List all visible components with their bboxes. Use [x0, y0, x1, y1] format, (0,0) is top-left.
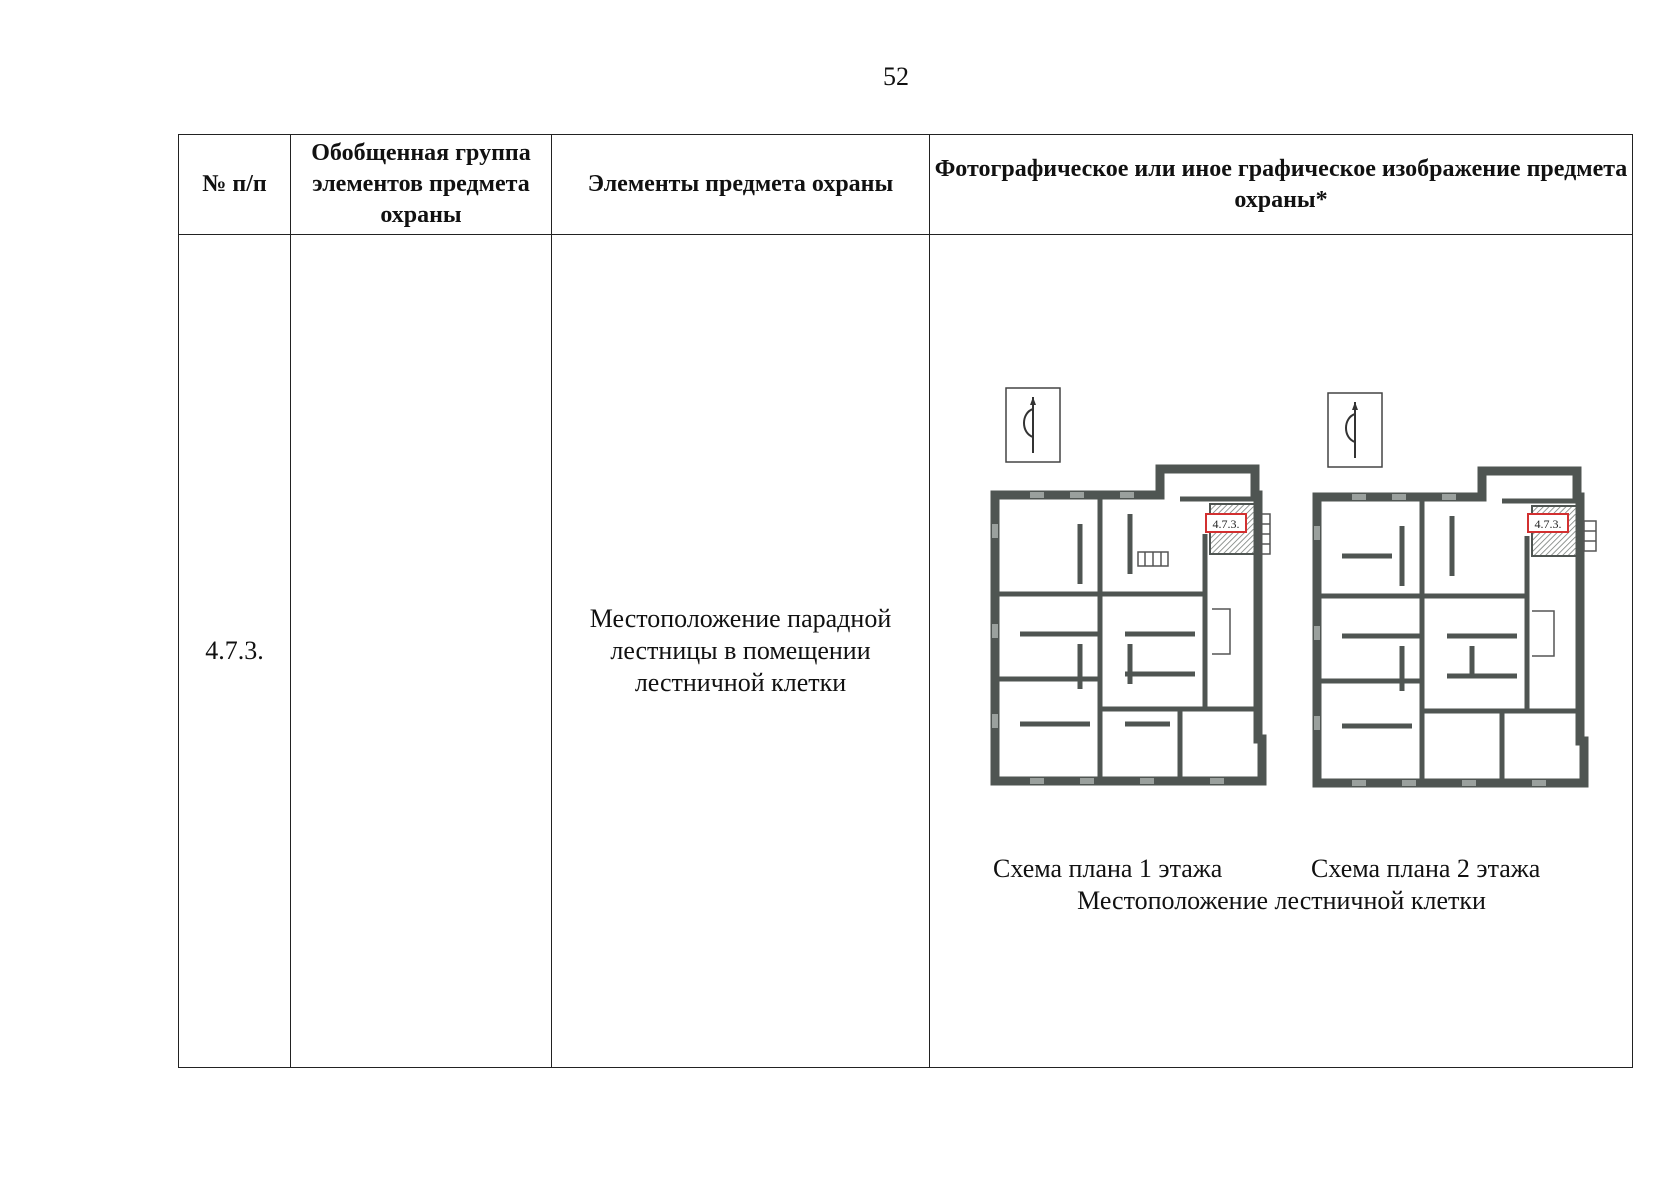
- floor-plan-1: [990, 464, 1290, 789]
- plan2-caption: Схема плана 2 этажа: [1311, 854, 1541, 883]
- row-element: Местоположение парадной лестницы в помещении лестничной клетки: [552, 235, 930, 1068]
- floor-plan-2: [1312, 466, 1612, 791]
- row-number: 4.7.3.: [179, 235, 291, 1068]
- table-header-row: [179, 135, 1633, 235]
- row-group: [291, 235, 552, 1068]
- header-group: Обобщенная группа элементов предмета охраны: [291, 135, 552, 235]
- north-arrow-icon: [1005, 387, 1061, 463]
- header-image: Фотографическое или иное графическое изображение предмета охраны*: [930, 135, 1633, 235]
- stair-label: 4.7.3.: [1212, 517, 1240, 531]
- common-caption: Местоположение лестничной клетки: [1077, 886, 1486, 915]
- image-cell: [930, 235, 1633, 1068]
- page-number: 52: [883, 62, 909, 91]
- protection-table: [178, 134, 1633, 1068]
- table-row: [179, 235, 1633, 1068]
- plan1-caption: Схема плана 1 этажа: [993, 854, 1223, 883]
- header-number: № п/п: [179, 135, 291, 235]
- stair-label: 4.7.3.: [1534, 517, 1562, 531]
- north-arrow-icon: [1327, 392, 1383, 468]
- plans-figure: [930, 235, 1632, 1067]
- header-elements: Элементы предмета охраны: [552, 135, 930, 235]
